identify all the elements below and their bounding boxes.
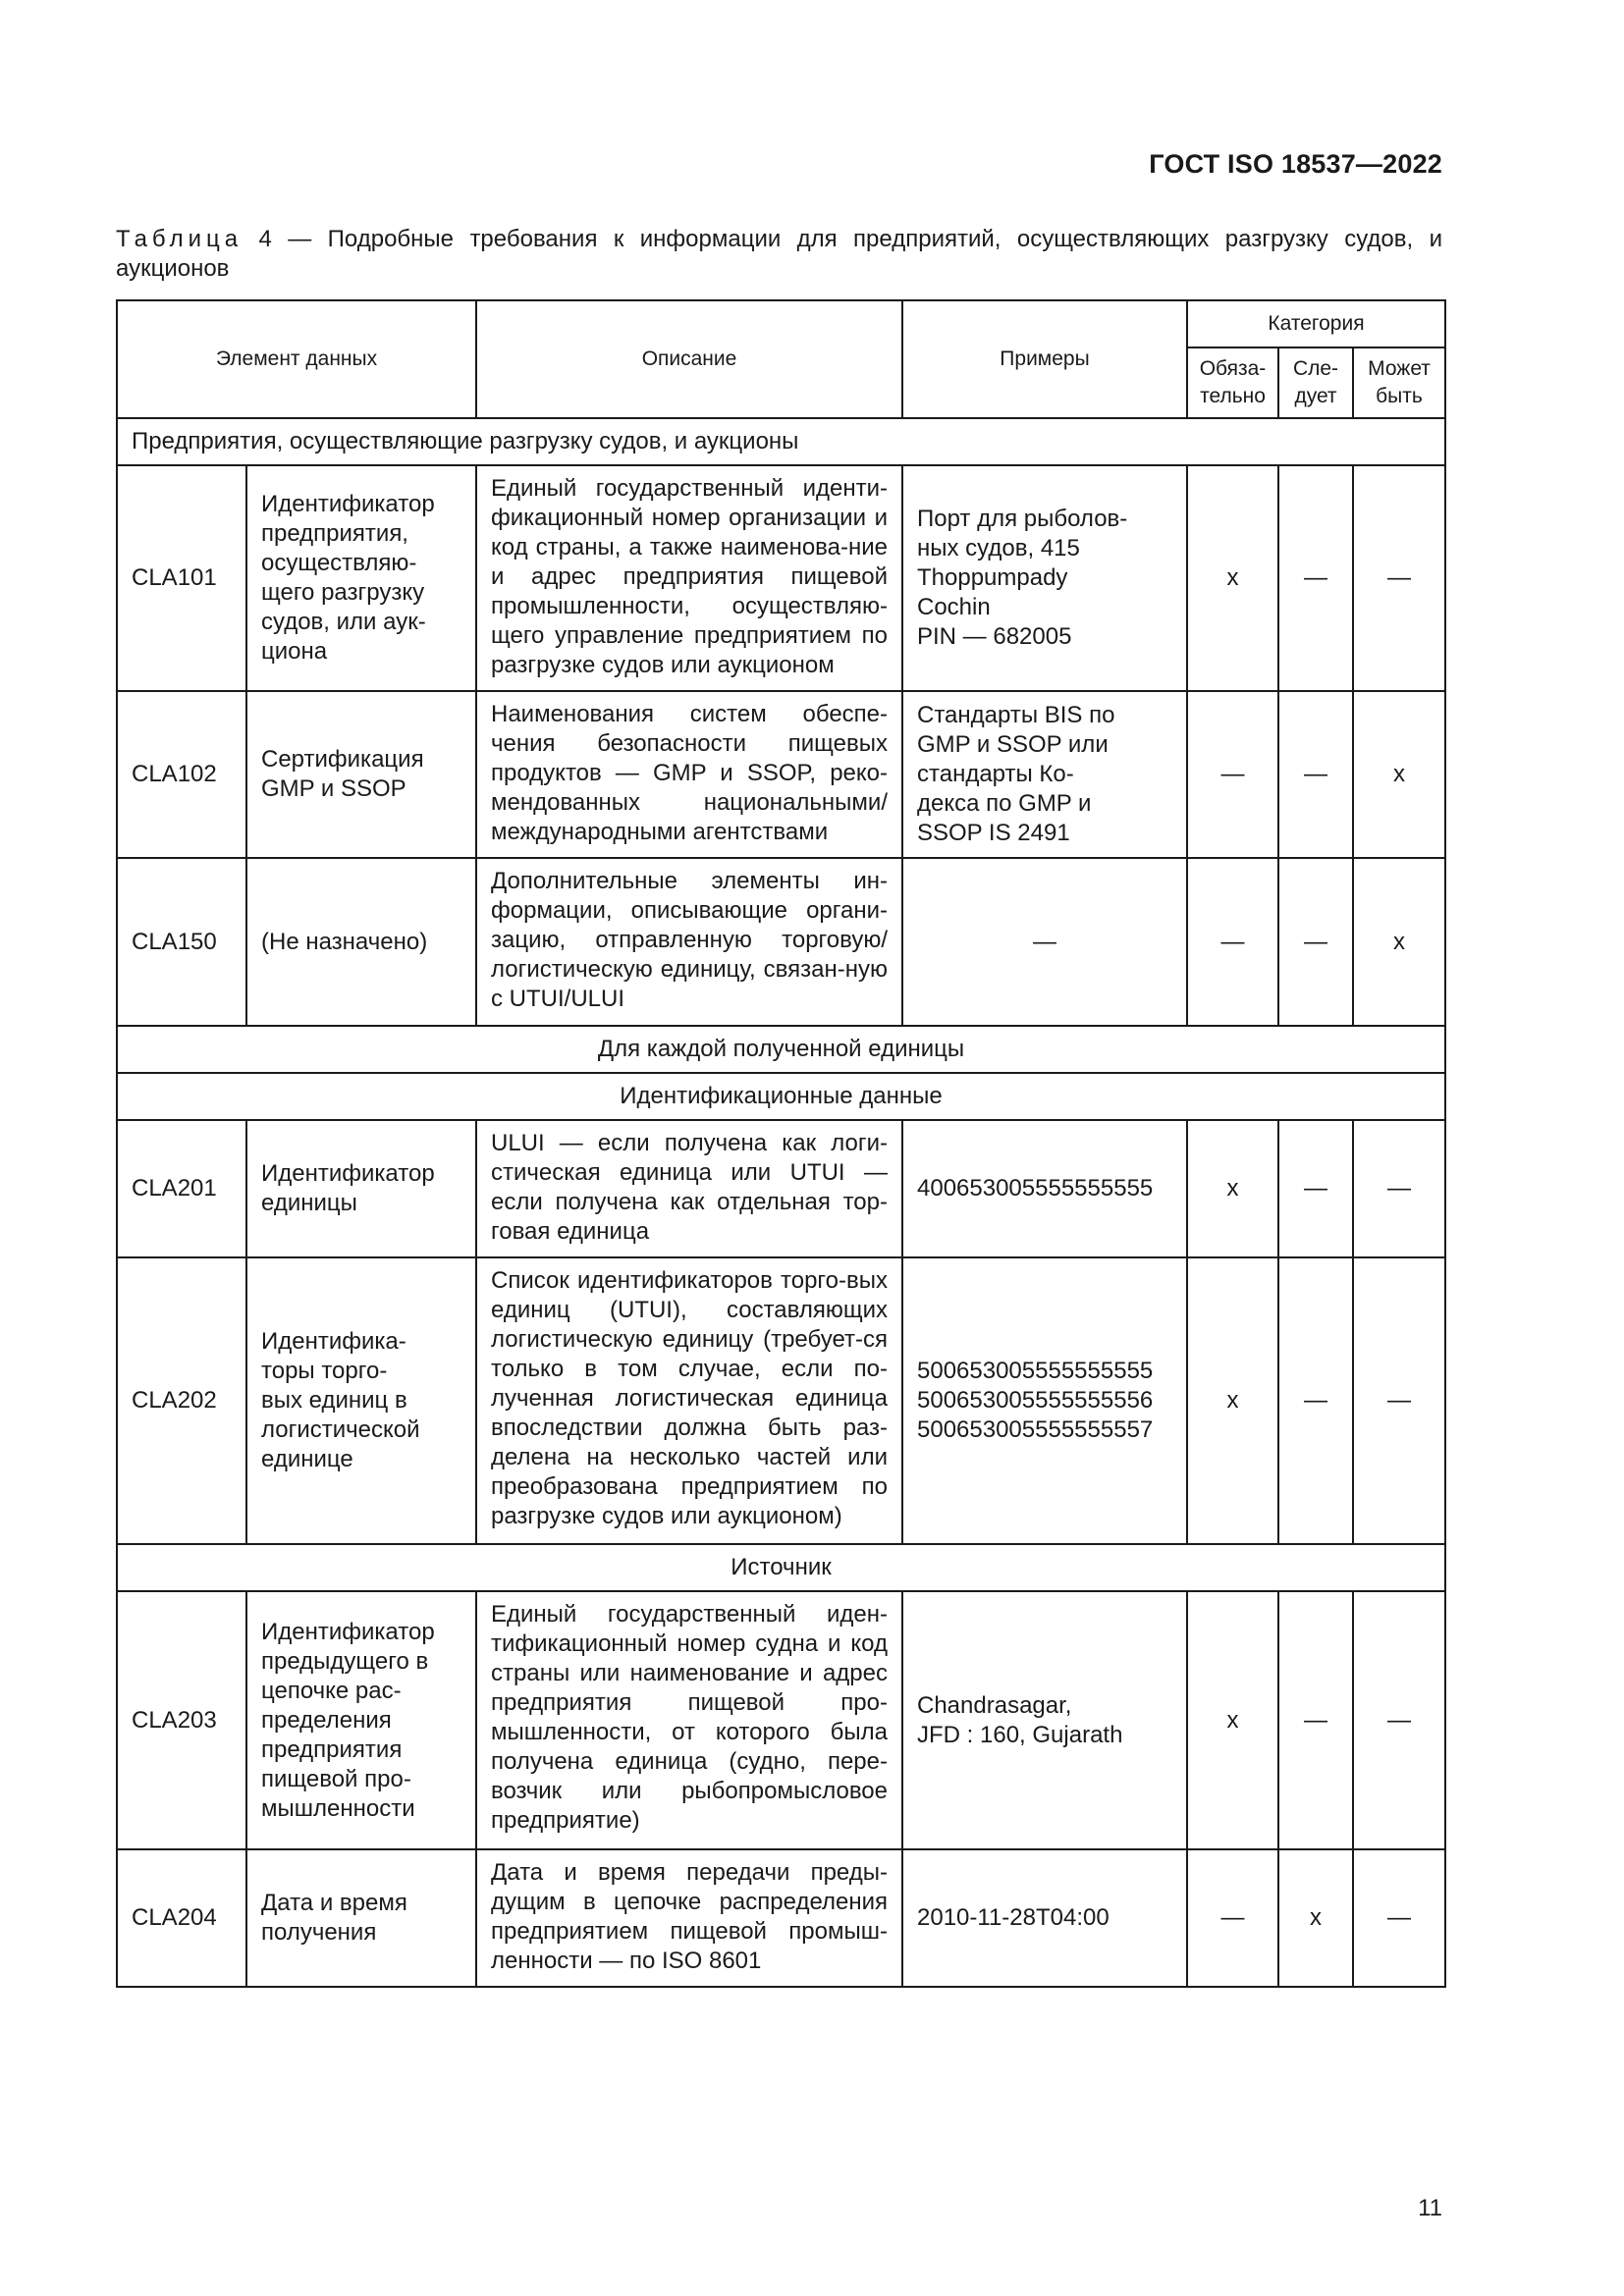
row-required: — bbox=[1187, 858, 1278, 1026]
row-examples: Chandrasagar, JFD : 160, Gujarath bbox=[902, 1591, 1187, 1849]
row-required: x bbox=[1187, 1120, 1278, 1257]
row-should: x bbox=[1278, 1849, 1353, 1987]
row-code: CLA150 bbox=[117, 858, 246, 1026]
requirements-table bbox=[116, 299, 1446, 1988]
row-name: Идентификатор единицы bbox=[246, 1120, 476, 1257]
row-description: Единый государственный иденти-фикационный номер организации и код страны, а также наименова-ние и адрес предприятия пищевой промышленности, осуществляю-щего управление предприятием по разгрузке судов или аукционом bbox=[476, 465, 902, 691]
row-may: — bbox=[1353, 1591, 1445, 1849]
row-required: x bbox=[1187, 1257, 1278, 1544]
section-row bbox=[117, 1026, 1445, 1073]
row-name: Идентификатор предыдущего в цепочке рас- пределения предприятия пищевой про- мышленности bbox=[246, 1591, 476, 1849]
row-should: — bbox=[1278, 858, 1353, 1026]
row-name: Идентификатор предприятия, осуществляю- щего разгрузку судов, или аук- циона bbox=[246, 465, 476, 691]
row-code: CLA102 bbox=[117, 691, 246, 858]
row-code: CLA201 bbox=[117, 1120, 246, 1257]
row-should: — bbox=[1278, 691, 1353, 858]
table-row bbox=[117, 691, 1445, 858]
row-code: CLA203 bbox=[117, 1591, 246, 1849]
row-required: x bbox=[1187, 1591, 1278, 1849]
table-row bbox=[117, 1591, 1445, 1849]
row-description: ULUI — если получена как логи-стическая единица или UTUI — если получена как отдельная тор-говая единица bbox=[476, 1120, 902, 1257]
row-description: Дата и время передачи преды-дущим в цепочке распределения предприятием пищевой промыш-ленности — по ISO 8601 bbox=[476, 1849, 902, 1987]
row-should: — bbox=[1278, 465, 1353, 691]
row-may: x bbox=[1353, 691, 1445, 858]
header-category-may: Может быть bbox=[1353, 347, 1445, 418]
row-description: Единый государственный иден-тификационный номер судна и код страны или наименование и адрес предприятия пищевой про-мышленности, от которого была получена единица (судно, пере-возчик или рыбопромысловое предприятие) bbox=[476, 1591, 902, 1849]
header-category: Категория bbox=[1187, 300, 1445, 347]
row-examples: — bbox=[902, 858, 1187, 1026]
row-examples: Порт для рыболов- ных судов, 415 Thoppumpady Cochin PIN — 682005 bbox=[902, 465, 1187, 691]
row-may: — bbox=[1353, 1257, 1445, 1544]
header-row bbox=[117, 300, 1445, 347]
table-row bbox=[117, 1120, 1445, 1257]
row-name: Сертификация GMP и SSOP bbox=[246, 691, 476, 858]
row-description: Дополнительные элементы ин-формации, описывающие органи-зацию, отправленную торговую/ логистическую единицу, связан-ную с UTUI/ULUI bbox=[476, 858, 902, 1026]
row-may: — bbox=[1353, 1849, 1445, 1987]
row-name: (Не назначено) bbox=[246, 858, 476, 1026]
table-caption bbox=[116, 225, 1442, 284]
section-identification: Идентификационные данные bbox=[117, 1073, 1445, 1120]
table-row bbox=[117, 465, 1445, 691]
section-row bbox=[117, 1073, 1445, 1120]
page-number: 11 bbox=[1418, 2195, 1442, 2221]
row-should: — bbox=[1278, 1257, 1353, 1544]
section-main: Предприятия, осуществляющие разгрузку судов, и аукционы bbox=[117, 418, 1445, 465]
document-code: ГОСТ ISO 18537—2022 bbox=[1149, 149, 1442, 179]
header-category-required: Обяза- тельно bbox=[1187, 347, 1278, 418]
header-element: Элемент данных bbox=[117, 300, 476, 418]
row-may: — bbox=[1353, 465, 1445, 691]
header-examples: Примеры bbox=[902, 300, 1187, 418]
row-examples: 500653005555555555 500653005555555556 500653005555555557 bbox=[902, 1257, 1187, 1544]
row-code: CLA204 bbox=[117, 1849, 246, 1987]
row-may: x bbox=[1353, 858, 1445, 1026]
row-name: Дата и время получения bbox=[246, 1849, 476, 1987]
section-row bbox=[117, 1544, 1445, 1591]
header-category-should: Сле- дует bbox=[1278, 347, 1353, 418]
row-name: Идентифика- торы торго- вых единиц в логистической единице bbox=[246, 1257, 476, 1544]
header-description: Описание bbox=[476, 300, 902, 418]
row-code: CLA101 bbox=[117, 465, 246, 691]
section-row bbox=[117, 418, 1445, 465]
row-examples: 400653005555555555 bbox=[902, 1120, 1187, 1257]
row-should: — bbox=[1278, 1591, 1353, 1849]
row-may: — bbox=[1353, 1120, 1445, 1257]
row-examples: Стандарты BIS по GMP и SSOP или стандарты Ко- декса по GMP и SSOP IS 2491 bbox=[902, 691, 1187, 858]
row-required: — bbox=[1187, 1849, 1278, 1987]
row-code: CLA202 bbox=[117, 1257, 246, 1544]
section-source: Источник bbox=[117, 1544, 1445, 1591]
table-row bbox=[117, 1849, 1445, 1987]
table-row bbox=[117, 858, 1445, 1026]
table-caption-text: 4 — Подробные требования к информации для предприятий, осуществляющих разгрузку судов, и аукционов bbox=[116, 226, 1442, 282]
table-row bbox=[117, 1257, 1445, 1544]
row-required: — bbox=[1187, 691, 1278, 858]
row-required: x bbox=[1187, 465, 1278, 691]
row-description: Наименования систем обеспе-чения безопасности пищевых продуктов — GMP и SSOP, реко-мендованных национальными/ международными агентствами bbox=[476, 691, 902, 858]
section-each-unit: Для каждой полученной единицы bbox=[117, 1026, 1445, 1073]
row-examples: 2010-11-28T04:00 bbox=[902, 1849, 1187, 1987]
row-should: — bbox=[1278, 1120, 1353, 1257]
row-description: Список идентификаторов торго-вых единиц (UTUI), составляющих логистическую единицу (требует-ся только в том случае, если по-лученная логистическая единица впоследствии должна быть раз-делена на несколько частей или преобразована предприятием по разгрузке судов или аукционом) bbox=[476, 1257, 902, 1544]
table-caption-label: Таблица bbox=[116, 226, 244, 252]
